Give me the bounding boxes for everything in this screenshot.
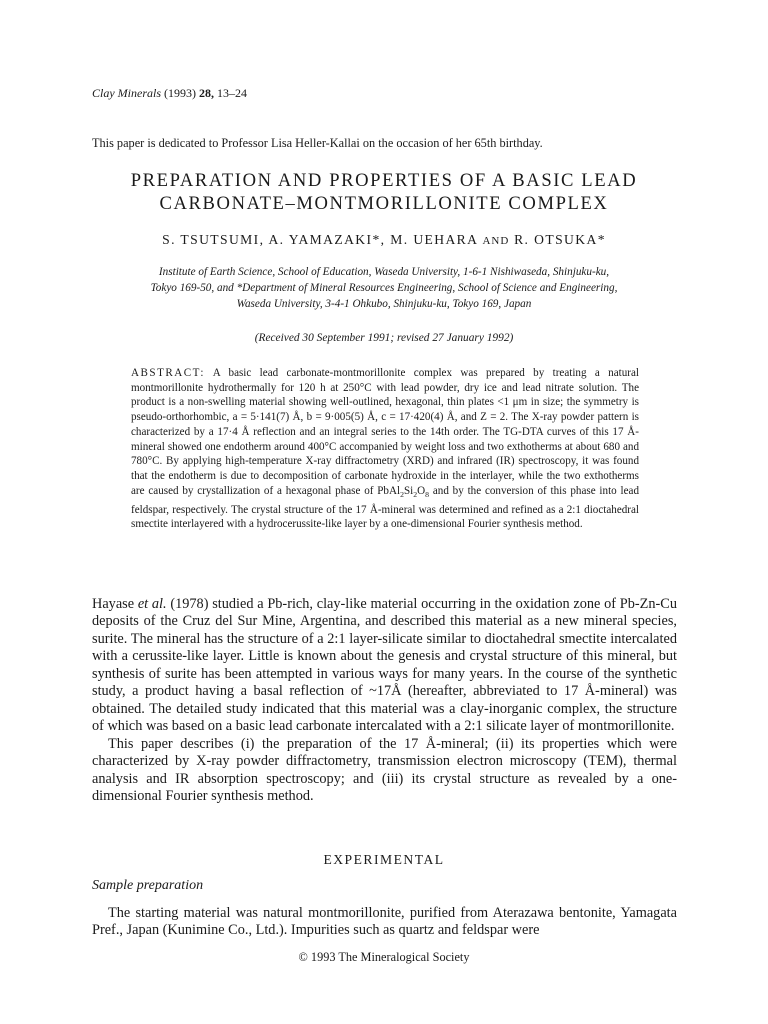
received-dates: (Received 30 September 1991; revised 27 January 1992) xyxy=(254,332,514,344)
journal-citation xyxy=(92,86,247,101)
authors-and: AND xyxy=(482,235,510,247)
journal-pages: 13–24 xyxy=(217,86,247,100)
copyright-footer: © 1993 The Mineralogical Society xyxy=(298,950,470,964)
authors-part-1: S. TSUTSUMI, A. YAMAZAKI*, M. UEHARA xyxy=(162,232,478,247)
abstract-label: ABSTRACT: xyxy=(131,367,205,379)
title-line-1: PREPARATION AND PROPERTIES OF A BASIC LEAD xyxy=(130,170,638,191)
affiliation-line-2: Tokyo 169-50, and *Department of Mineral Resources Engineering, School of Science and Engineering, xyxy=(150,282,618,294)
paragraph-1: Hayase et al. (1978) studied a Pb-rich, clay-like material occurring in the oxidation zone of Pb-Zn-Cu deposits of the Cruz del Sur Mine, Argentina, and described this material as a new mineral species, surite. The mineral has the structure of a 2:1 layer-silicate similar to dioctahedral smectite intercalated with a cerussite-like layer. Little is known about the genesis and crystal structure of this mineral, but synthesis of surite has been attempted in various ways for many years. In the course of the synthetic study, a product having a basal reflection of ~17Å (hereafter, abbreviated to 17 Å-mineral) was obtained. The detailed study indicated that this material was a clay-inorganic complex, the structure of which was based on a basic lead carbonate intercalated with a 2:1 silicate layer of montmorillonite. xyxy=(92,596,677,735)
authors-part-2: R. OTSUKA* xyxy=(514,232,606,247)
authors xyxy=(0,232,768,248)
title-line-2: CARBONATE–MONTMORILLONITE COMPLEX xyxy=(159,192,609,214)
journal-year: (1993) xyxy=(164,86,196,100)
paragraph-3: The starting material was natural montmorillonite, purified from Aterazawa bentonite, Yamagata Pref., Japan (Kunimine Co., Ltd.). Impurities such as quartz and feldspar were xyxy=(92,905,677,939)
affiliations xyxy=(0,264,768,312)
subsection-heading: Sample preparation xyxy=(92,878,204,893)
section-heading: EXPERIMENTAL xyxy=(323,852,445,867)
affiliation-line-1: Institute of Earth Science, School of Education, Waseda University, 1-6-1 Nishiwaseda, Shinjuku-ku, xyxy=(158,266,610,278)
journal-volume: 28, xyxy=(199,86,214,100)
experimental-text xyxy=(92,905,677,940)
paper-title xyxy=(0,170,768,215)
abstract-text-1: A basic lead carbonate-montmorillonite complex was prepared by treating a natural montmorillonite hydrothermally for 120 h at 250°C with lead powder, dry ice and lead nitrate solution. The product is a non-swelling material showing well-outlined, hexagonal, thin plates <1 μm in size; the symmetry is pseudo-orthorhombic, a = 5·141(7) Å, b = 9·005(5) Å, c = 17·420(4) Å, and Z = 2. The X-ray powder pattern is characterized by a 17·4 Å reflection and an integral series to the 14th order. The TG-DTA curves of this 17 Å-mineral showed one endotherm around 400°C accompanied by weight loss and two exthotherms at about 680 and 780°C. By applying high-temperature X-ray diffractometry (XRD) and infrared (IR) spectroscopy, it was found that the endotherm is due to decomposition of carbonate hydroxide in the interlayer, while the two exthotherms are caused by crystallization of a hexagonal phase of PbAl xyxy=(131,367,639,497)
abstract-text-2: and by the conversion of this phase into lead feldspar, respectively. The crystal structure of the 17 Å-mineral was determined and refined as a 2:1 dioctahedral smectite interlayered with a hydrocerussite-like layer by a one-dimensional Fourier synthesis method. xyxy=(131,484,639,531)
affiliation-line-3: Waseda University, 3-4-1 Ohkubo, Shinjuku-ku, Tokyo 169, Japan xyxy=(236,298,532,310)
intro-text xyxy=(92,596,677,805)
journal-name: Clay Minerals xyxy=(92,86,161,100)
dedication: This paper is dedicated to Professor Lisa Heller-Kallai on the occasion of her 65th birthday. xyxy=(92,136,543,150)
paragraph-2: This paper describes (i) the preparation of the 17 Å-mineral; (ii) its properties which were characterized by X-ray powder diffractometry, transmission electron microscopy (TEM), thermal analysis and IR absorption spectroscopy; and (iii) its crystal structure as revealed by a one-dimensional Fourier synthesis method. xyxy=(92,735,677,804)
abstract: ABSTRACT: A basic lead carbonate-montmorillonite complex was prepared by treating a natural montmorillonite hydrothermally for 120 h at 250°C with lead powder, dry ice and lead nitrate solution. The product is a non-swelling material showing well-outlined, hexagonal, thin plates <1 μm in size; the symmetry is pseudo-orthorhombic, a = 5·141(7) Å, b = 9·005(5) Å, c = 17·420(4) Å, and Z = 2. The X-ray powder pattern is characterized by a 17·4 Å reflection and an integral series to the 14th order. The TG-DTA curves of this 17 Å-mineral showed one endotherm around 400°C accompanied by weight loss and two exthotherms at about 680 and 780°C. By applying high-temperature X-ray diffractometry (XRD) and infrared (IR) spectroscopy, it was found that the endotherm is due to decomposition of carbonate hydroxide in the interlayer, while the two exthotherms are caused by crystallization of a hexagonal phase of $PbAl_2Si_2O_8$ and by the conversion of this phase into lead feldspar, respectively. The crystal structure of the 17 Å-mineral was determined and refined as a 2:1 dioctahedral smectite interlayered with a hydrocerussite-like layer by a one-dimensional Fourier synthesis method. xyxy=(131,367,639,531)
